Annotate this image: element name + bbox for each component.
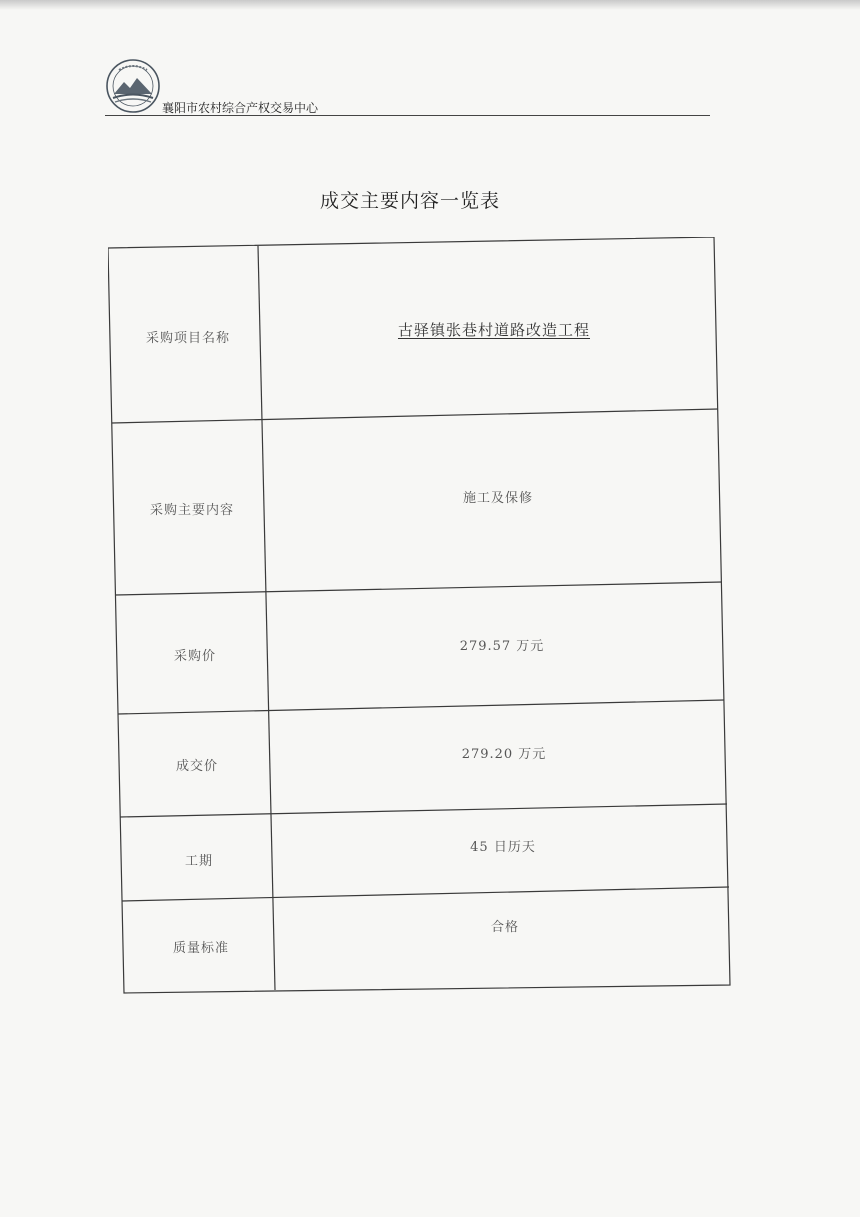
table-row-label: 工期 [184,853,213,869]
organization-name: 襄阳市农村综合产权交易中心 [162,101,319,115]
page-title: 成交主要内容一览表 [319,190,500,212]
scan-shadow [0,0,860,10]
table-row-value: 45 日历天 [470,839,536,855]
table-row-value: 合格 [490,919,519,935]
document-header [105,58,710,118]
table-row-value: 施工及保修 [462,490,533,506]
table-row-label: 质量标准 [172,940,229,956]
table-row-value: 279.57 万元 [459,638,545,654]
table-row-label: 采购价 [173,648,216,664]
table-row-value: 279.20 万元 [461,746,547,762]
table-row-label: 采购主要内容 [149,502,234,518]
project-name-value: 古驿镇张巷村道路改造工程 [397,320,590,339]
header-rule [105,115,710,116]
table-row-label: 成交价 [175,758,218,774]
organization-logo-icon [105,58,161,114]
table-row-label: 采购项目名称 [145,330,230,346]
summary-table [108,237,732,994]
